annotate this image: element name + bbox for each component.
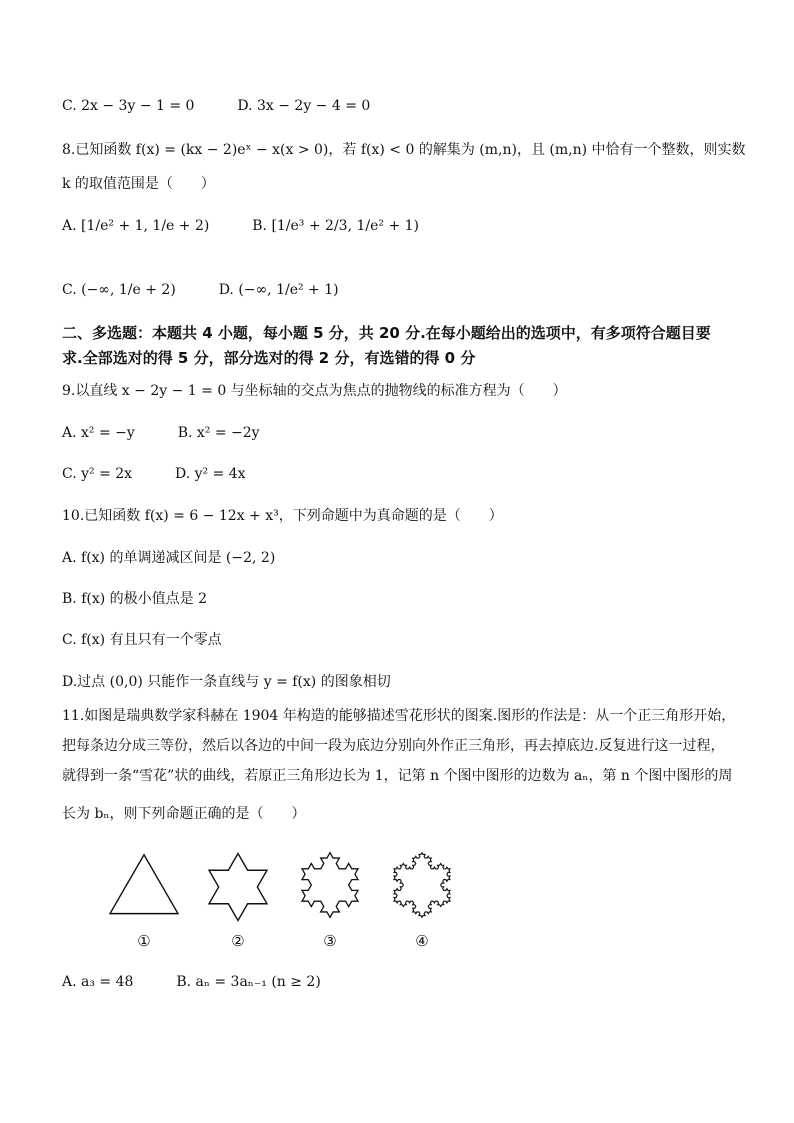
koch-figure-2: [200, 845, 276, 925]
figure-label-4: ④: [415, 932, 429, 950]
q10-option-d: D.过点 (0,0) 只能作一条直线与 y = f(x) 的图象相切: [62, 674, 391, 690]
figure-label-3: ③: [323, 932, 337, 950]
q8-options-row2: [62, 280, 339, 300]
section2-heading-line2: 求.全部选对的得 5 分，部分选对的得 2 分，有选错的得 0 分: [62, 349, 476, 367]
koch-order1-star: [209, 854, 267, 921]
koch-order3-snowflake: [394, 853, 450, 918]
q9-option-b: B. x² = −2y: [177, 425, 260, 441]
q10-stem: 10.已知函数 f(x) = 6 − 12x + x³，下列命题中为真命题的是（ ）: [62, 508, 503, 524]
q8-option-d: D. (−∞, 1/e² + 1): [218, 282, 339, 298]
figure-label-1: ①: [137, 932, 151, 950]
koch-figure-3: [292, 845, 368, 925]
figure-label-2: ②: [231, 932, 245, 950]
q8-option-c: C. (−∞, 1/e + 2): [62, 282, 176, 298]
q8-stem-line2: k 的取值范围是（ ）: [62, 176, 215, 192]
q11-stem-line3: 就得到一条“雪花”状的曲线，若原正三角形边长为 1，记第 n 个图中图形的边数为 aₙ，第 n 个图中图形的周: [62, 768, 733, 784]
koch-figure-1: [106, 845, 182, 925]
koch-figure-4-svg: [384, 845, 460, 925]
q8-option-b: B. [1/e³ + 2/3, 1/e² + 1): [252, 218, 420, 234]
q7-option-d: D. 3x − 2y − 4 = 0: [237, 98, 371, 114]
q7-options-row: [62, 96, 370, 116]
q8-options-row1: [62, 216, 419, 236]
q11-option-a: A. a₃ = 48: [62, 974, 134, 990]
koch-order0-triangle: [110, 855, 178, 914]
q11-stem-line4: 长为 bₙ，则下列命题正确的是（ ）: [62, 806, 306, 822]
koch-figure-3-svg: [292, 845, 368, 925]
q9-stem: 9.以直线 x − 2y − 1 = 0 与坐标轴的交点为焦点的抛物线的标准方程为（ ）: [62, 383, 567, 399]
q9-options-row1: [62, 423, 260, 443]
q8-stem-line1: 8.已知函数 f(x) = (kx − 2)eˣ − x(x > 0)，若 f(x) < 0 的解集为 (m,n)，且 (m,n) 中恰有一个整数，则实数: [62, 142, 746, 158]
section2-heading-line1: 二、多选题：本题共 4 小题，每小题 5 分，共 20 分.在每小题给出的选项中，有多项符合题目要: [62, 324, 711, 342]
q9-option-d: D. y² = 4x: [174, 466, 246, 482]
koch-figure-1-svg: [106, 845, 182, 925]
q10-option-c: C. f(x) 有且只有一个零点: [62, 632, 222, 648]
q11-stem-line2: 把每条边分成三等份，然后以各边的中间一段为底边分别向外作正三角形，再去掉底边.反复进行这一过程，: [62, 738, 725, 754]
q9-option-c: C. y² = 2x: [62, 466, 133, 482]
q8-option-a: A. [1/e² + 1, 1/e + 2): [62, 218, 210, 234]
q10-option-b: B. f(x) 的极小值点是 2: [62, 591, 207, 607]
q10-option-a: A. f(x) 的单调递减区间是 (−2, 2): [62, 550, 276, 566]
koch-figure-2-svg: [200, 845, 276, 925]
q9-options-row2: [62, 464, 246, 484]
q11-options-row1: [62, 972, 321, 992]
koch-order2-snowflake: [302, 853, 358, 918]
q11-stem-line1: 11.如图是瑞典数学家科赫在 1904 年构造的能够描述雪花形状的图案.图形的作法是：从一个正三角形开始，: [62, 708, 736, 724]
koch-figure-4: [384, 845, 460, 925]
q7-option-c: C. 2x − 3y − 1 = 0: [62, 98, 195, 114]
q11-option-b: B. aₙ = 3aₙ₋₁ (n ≥ 2): [176, 974, 321, 990]
q9-option-a: A. x² = −y: [62, 425, 135, 441]
